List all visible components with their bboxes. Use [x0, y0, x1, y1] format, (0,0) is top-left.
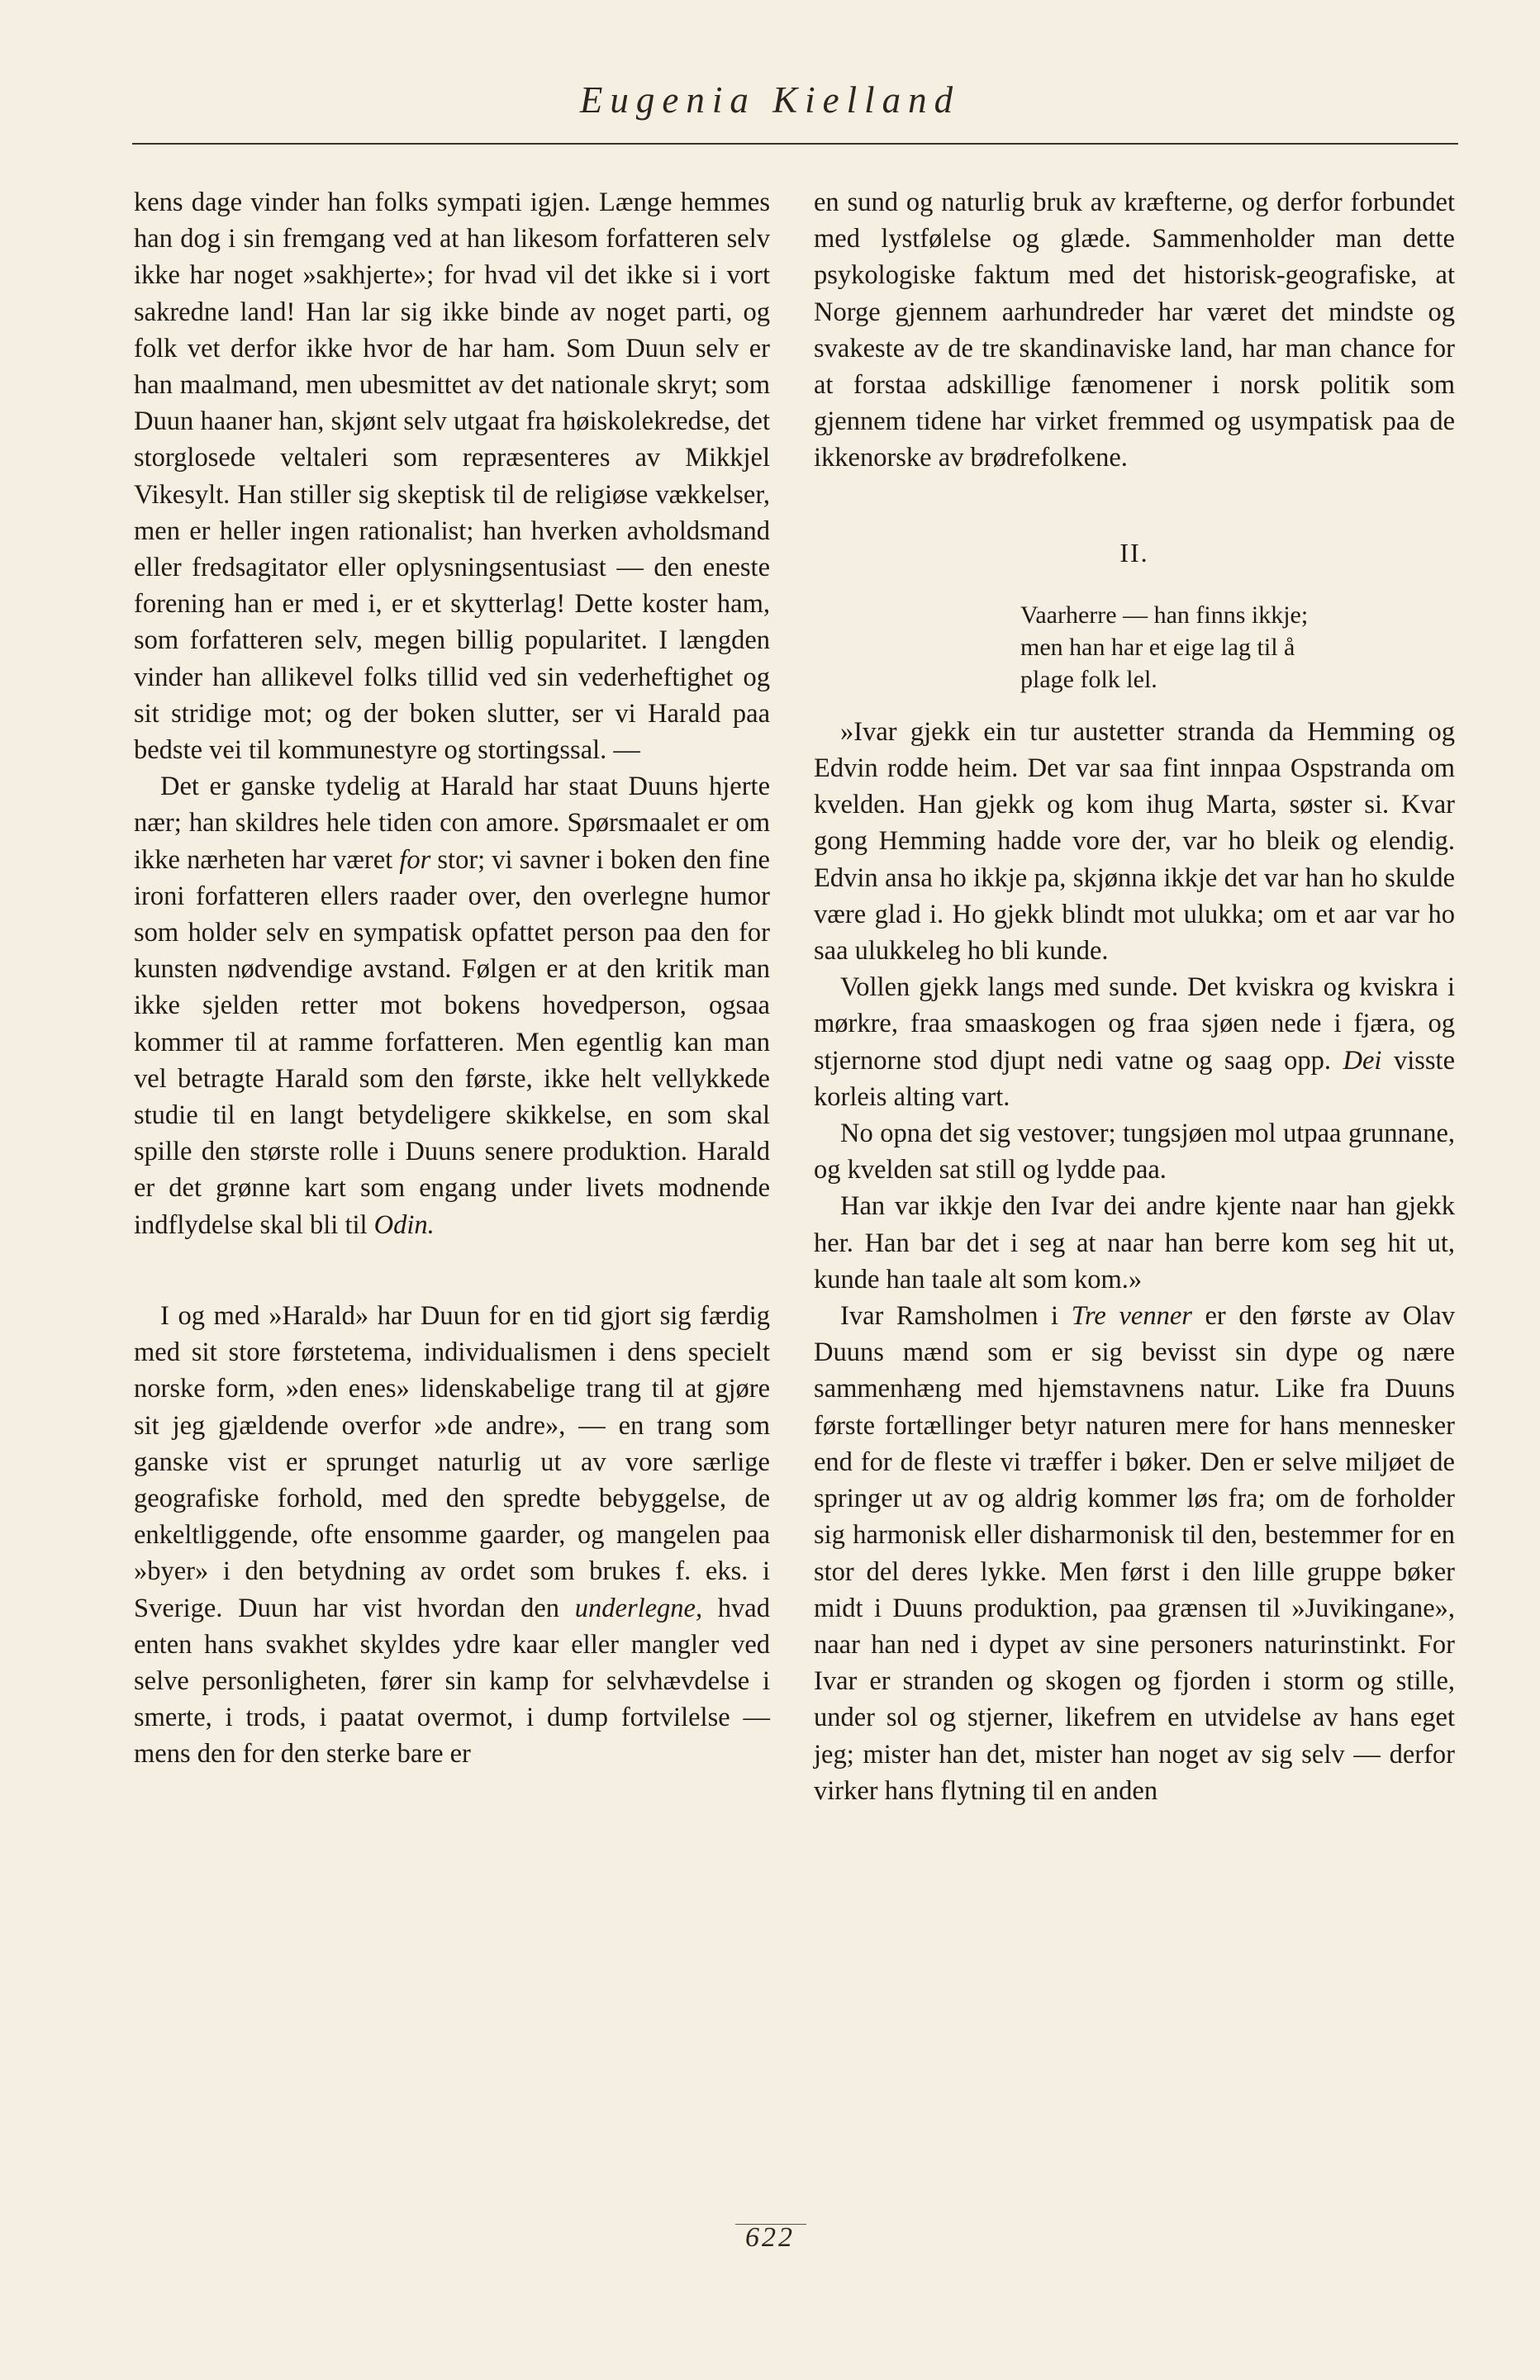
- right-paragraph-3: [814, 969, 1455, 1115]
- left-paragraph-3-text-a: I og med »Harald» har Duun for en tid gjort sig færdig med sit store førstetema, individualismen i dens specielt norske form, »den enes» lidenskabelige trang til at gjøre sit jeg gjældende overfor »de andre», — en trang som ganske vist er sprunget naturlig ut av vore særlige geografiske forhold, med den spredte bebyggelse, de enkeltliggende, ofte ensomme gaarder, og mangelen paa »byer» i den betydning av ordet som brukes f. eks. i Sverige. Duun har vist hvordan den: [134, 1300, 770, 1623]
- right-paragraph-1: en sund og naturlig bruk av kræfterne, og derfor forbundet med lystfølelse og glæde. Sammenholder man dette psykologiske faktum med det historisk-geografiske, at Norge gjennem aarhundreder har været det mindste og svakeste av de tre skandinaviske land, har man chance for at forstaa adskillige fænomener i norsk politik som gjennem tidene har virket fremmed og usympatisk paa de ikkenorske av brødrefolkene.: [814, 188, 1455, 473]
- epigraph-line: plage folk lel.: [1020, 665, 1157, 693]
- left-paragraph-2-emphasis-odin: Odin.: [373, 1209, 435, 1240]
- left-paragraph-3-text-b: hvad enten hans svakhet skyldes ydre kaar eller mangler ved selve personligheten, fører sin kamp for selvhævdelse i smerte, i trods, i paatat overmot, i dump fortvilelse — mens den for den sterke bare er: [134, 1593, 770, 1770]
- left-paragraph-3: [134, 1298, 770, 1773]
- left-paragraph-2: [134, 768, 770, 1243]
- epigraph-line: men han har et eige lag til å: [1020, 633, 1295, 661]
- header-rule: [132, 143, 1458, 145]
- right-paragraph-6: [814, 1298, 1455, 1809]
- left-paragraph-2-text-a: Det er ganske tydelig at Harald har staat Duuns hjerte nær; han skildres hele tiden con amore. Spørsmaalet er om ikke nærheten har været: [134, 772, 770, 875]
- right-paragraph-2: »Ivar gjekk ein tur austetter stranda da Hemming og Edvin rodde heim. Det var saa fint innpaa Ospstranda om kvelden. Han gjekk og kom ihug Marta, søster si. Kvar gong Hemming hadde vore der, var ho bleik og elendig. Edvin ansa ho ikkje pa, skjønna ikkje det var han ho skulde være glad i. Ho gjekk blindt mot ulukka; om et aar var ho saa ulukkeleg ho bli kunde.: [814, 716, 1455, 967]
- left-paragraph-3-emphasis: underlegne,: [574, 1593, 703, 1623]
- page-number: 622: [745, 2222, 795, 2253]
- right-paragraph-4: No opna det sig vestover; tungsjøen mol utpaa grunnane, og kvelden sat still og lydde paa.: [814, 1119, 1455, 1185]
- right-paragraph-5: Han var ikkje den Ivar dei andre kjente naar han gjekk her. Han bar det i seg at naar han berre kom seg hit ut, kunde han taale alt som kom.»: [814, 1191, 1455, 1295]
- epigraph-line: Vaarherre — han finns ikkje;: [1020, 601, 1309, 629]
- right-paragraph-6-text-a: Ivar Ramsholmen i: [840, 1301, 1072, 1332]
- left-paragraph-2-emphasis: for: [399, 844, 431, 875]
- right-paragraph-3-text-b: visste korleis alting vart.: [814, 1045, 1455, 1112]
- left-paragraph-1: kens dage vinder han folks sympati igjen. Længe hemmes han dog i sin fremgang ved at han likesom forfatteren selv ikke har noget »sakhjerte»; for hvad vil det ikke si i vort sakredne land! Han lar sig ikke binde av noget parti, og folk vet derfor ikke hvor de har ham. Som Duun selv er han maalmand, men ubesmittet av det nationale skryt; som Duun haaner han, skjønt selv utgaat fra høiskolekredse, det storglosede veltaleri som repræsenteres av Mikkjel Vikesylt. Han stiller sig skeptisk til de religiøse vækkelser, men er heller ingen rationalist; han hverken avholdsmand eller fredsagitator eller oplysningsentusiast — den eneste forening han er med i, er et skytterlag! Dette koster ham, som forfatteren selv, megen billig popularitet. I længden vinder han allikevel folks tillid ved sin vederheftighet og sit stridige mot; og der boken slutter, ser vi Harald paa bedste vei til kommunestyre og stortingssal. —: [134, 188, 770, 766]
- right-paragraph-3-text-a: Vollen gjekk langs med sunde. Det kviskra og kviskra i mørkre, fraa smaaskogen og fraa sjøen nede i fjæra, og stjernorne stod djupt nedi vatne og saag opp.: [814, 972, 1455, 1076]
- left-column: [134, 184, 770, 1773]
- running-header: Eugenia Kielland: [579, 79, 961, 121]
- left-paragraph-2-text-b: stor; vi savner i boken den fine ironi forfatteren ellers raader over, den overlegne humor som holder selv en sympatisk opfattet person paa den for kunsten nødvendige avstand. Følgen er at den kritik man ikke sjelden retter mot bokens hovedperson, ogsaa kommer til at ramme forfatteren. Men egentlig kan man vel betragte Harald som den første, ikke helt vellykkede studie til en langt betydeligere skikkelse, en som skal spille den største rolle i Duuns senere produktion. Harald er det grønne kart som engang under livets modnende indflydelse skal bli til: [134, 844, 770, 1240]
- section-gap: [134, 1243, 770, 1298]
- right-paragraph-6-emphasis: Tre venner: [1071, 1301, 1192, 1332]
- right-paragraph-6-text-b: er den første av Olav Duuns mænd som er sig bevisst sin dype og nære sammenhæng med hjemstavnens natur. Like fra Duuns første fortællinger betyr naturen mere for hans mennesker end for de fleste vi træffer i bøker. Den er selve miljøet de springer ut av og aldrig kommer løs fra; om de forholder sig harmonisk eller disharmonisk til den, bestemmer for en stor del deres lykke. Men først i den lille gruppe bøker midt i Duuns produktion, paa grænsen til »Juvikingane», naar han ned i dypet av sine personers naturinstinkt. For Ivar er stranden og skogen og fjorden i storm og stille, under sol og stjerner, likefrem en utvidelse av hans eget jeg; mister han det, mister han noget av sig selv — derfor virker hans flytning til en anden: [814, 1301, 1455, 1806]
- right-column: [814, 184, 1455, 1809]
- epigraph: [1020, 599, 1455, 696]
- right-paragraph-3-emphasis: Dei: [1343, 1045, 1382, 1076]
- section-heading: II.: [1119, 537, 1149, 568]
